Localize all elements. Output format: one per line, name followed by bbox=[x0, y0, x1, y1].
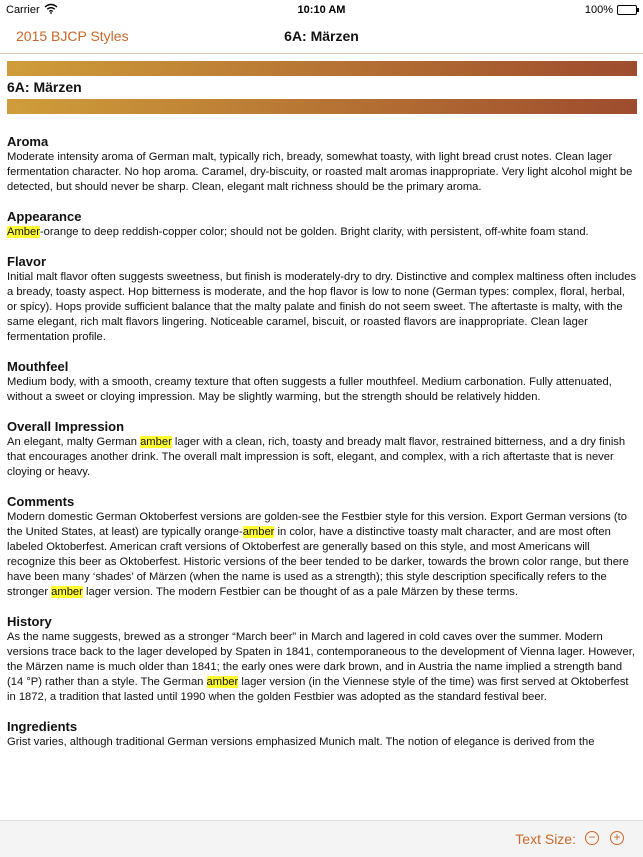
search-highlight: amber bbox=[51, 586, 83, 598]
section-title: Flavor bbox=[7, 254, 47, 269]
bottom-toolbar bbox=[0, 820, 643, 857]
clock: 10:10 AM bbox=[297, 4, 346, 16]
section-body bbox=[7, 435, 637, 480]
section-body bbox=[7, 630, 637, 705]
carrier-label: Carrier bbox=[6, 4, 40, 16]
battery-percent: 100% bbox=[584, 4, 613, 16]
search-highlight: amber bbox=[206, 676, 239, 688]
section-body bbox=[7, 225, 637, 240]
section-body bbox=[7, 270, 637, 345]
section-mouthfeel bbox=[7, 359, 637, 405]
section-title: Aroma bbox=[7, 134, 49, 149]
text-segment: Moderate intensity aroma of German malt, typically rich, bready, somewhat toasty, with light bread crust notes. Clean lager fermentation character. No hop aroma. Caramel, dry-biscuity, or roasted malt aromas inappropriate. Very light alcohol might be detected, but should never be sharp. Clean, elegant malt richness should be the primary aroma. bbox=[7, 151, 633, 193]
navigation-bar bbox=[0, 20, 643, 54]
section-title: History bbox=[7, 614, 52, 629]
section-title: Comments bbox=[7, 494, 75, 509]
text-size-label: Text Size: bbox=[515, 831, 576, 847]
color-range-bar-top bbox=[7, 61, 637, 76]
text-segment: As the name suggests, brewed as a stronger “March beer” in March and lagered in cold caves over the summer. Modern versions trace back to the lager developed by Spaten in 1841, contemporaneous to the development of Vienna lager. However, the Märzen name is much older than 1841; the early ones were dark brown, and in Austria the name implied a strength band (14 °P) rather than a style. The German bbox=[7, 631, 635, 688]
search-highlight: amber bbox=[140, 436, 172, 448]
battery-icon bbox=[617, 5, 637, 15]
search-highlight: Amber bbox=[7, 226, 40, 238]
style-heading: 6A: Märzen bbox=[7, 79, 82, 95]
section-body bbox=[7, 375, 637, 405]
style-detail-content[interactable] bbox=[0, 54, 643, 820]
text-segment: -orange to deep reddish-copper color; should not be golden. Bright clarity, with persistent, off-white foam stand. bbox=[39, 226, 589, 238]
color-range-bar-bottom bbox=[7, 99, 637, 114]
status-bar bbox=[0, 0, 643, 20]
text-segment: An elegant, malty German bbox=[7, 436, 141, 448]
increase-text-size-button[interactable]: + bbox=[610, 831, 624, 845]
section-title: Mouthfeel bbox=[7, 359, 69, 374]
text-segment: Medium body, with a smooth, creamy texture that often suggests a fuller mouthfeel. Medium carbonation. Fully attenuated, without a sweet or cloying impression. May be slightly warming, but the strength should be relatively hidden. bbox=[7, 376, 612, 403]
section-title: Appearance bbox=[7, 209, 82, 224]
section-overall-impression bbox=[7, 419, 637, 480]
text-segment: Modern domestic German Oktoberfest versions are golden-see the Festbier style for this version. Export German versions (to the United States, at least) are typically orange- bbox=[7, 511, 627, 538]
section-body bbox=[7, 510, 637, 600]
text-segment: Grist varies, although traditional German versions emphasized Munich malt. The notion of elegance is derived from the bbox=[7, 736, 595, 748]
page-title: 6A: Märzen bbox=[284, 28, 359, 44]
section-title: Overall Impression bbox=[7, 419, 125, 434]
section-comments bbox=[7, 494, 637, 600]
text-segment: lager with a clean, rich, toasty and bready malt flavor, restrained bitterness, and a dry finish that encourages another drink. The overall malt impression is soft, elegant, and complex, with a rich aftertaste that is never cloying or heavy. bbox=[7, 436, 626, 478]
text-segment: lager version. The modern Festbier can be thought of as a pale Märzen by these terms. bbox=[82, 586, 518, 598]
back-button[interactable]: 2015 BJCP Styles bbox=[16, 28, 129, 44]
style-sections bbox=[7, 134, 637, 764]
text-segment: lager version (in the Viennese style of the time) was first served at Oktoberfest in 1872, a tradition that lasted until 1990 when the golden Festbier was adopted as the standard festival beer. bbox=[7, 676, 629, 703]
section-ingredients bbox=[7, 719, 637, 750]
section-aroma bbox=[7, 134, 637, 195]
section-appearance bbox=[7, 209, 637, 240]
section-title: Ingredients bbox=[7, 719, 78, 734]
search-highlight: amber bbox=[242, 526, 275, 538]
section-body bbox=[7, 150, 637, 195]
section-body bbox=[7, 735, 637, 750]
decrease-text-size-button[interactable]: − bbox=[585, 831, 599, 845]
text-segment: Initial malt flavor often suggests sweetness, but finish is moderately-dry to dry. Distinctive and complex maltiness often includes a bready, toasty aspect. Hop bitterness is moderate, and the hop flavor is low to none (German types: complex, floral, herbal, or spicy). Hops provide sufficient balance that the malty palate and finish do not seem sweet. The aftertaste is malty, with the same elegant, rich malt flavors lingering. Noticeable caramel, biscuit, or roasted flavors are inappropriate. Clean lager fermentation profile. bbox=[7, 271, 637, 343]
section-flavor bbox=[7, 254, 637, 345]
section-history bbox=[7, 614, 637, 705]
text-segment: in color, have a distinctive toasty malt character, and are most often labeled Oktoberfest. American craft versions of Oktoberfest are generally based on this style, and most Americans will recognize this beer as Oktoberfest. Historic versions of the beer tended to be darker, towards the brown color range, but there have been many ‘shades’ of Märzen (when the name is used as a strength); this style description specifically refers to the stronger bbox=[7, 526, 629, 598]
